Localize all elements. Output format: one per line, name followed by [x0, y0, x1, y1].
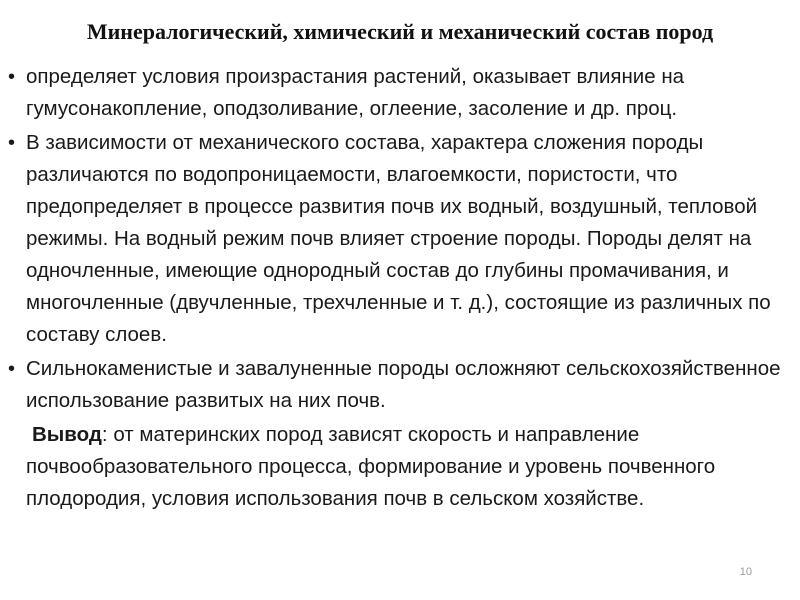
bullet-item: [8, 353, 793, 417]
bullet-text: определяет условия произрастания растений, оказывает влияние на гумусонакопление, оподзоливание, оглеение, засоление и др. проц.: [26, 65, 685, 120]
bullet-icon: •: [8, 358, 16, 380]
conclusion: [8, 419, 793, 515]
bullet-icon: •: [8, 66, 16, 88]
page-number: 10: [739, 566, 752, 578]
conclusion-text: : от материнских пород зависят скорость и направление почвообразовательного процесса, формирование и уровень почвенного плодородия, условия использования почв в сельском хозяйстве.: [26, 423, 716, 510]
conclusion-label: Вывод: [32, 423, 102, 446]
slide-content: [8, 61, 793, 515]
bullet-icon: •: [8, 132, 16, 154]
slide-title: Минералогический, химический и механический состав пород: [86, 19, 714, 44]
bullet-item: [8, 61, 793, 125]
bullet-text: В зависимости от механического состава, характера сложения породы различаются по водопроницаемости, влагоемкости, пористости, что предопределяет в процессе развития почв их водный, воздушный, тепловой режимы. На водный режим почв влияет строение породы. Породы делят на одночленные, имеющие однородный состав до глубины промачивания, и многочленные (двучленные, трехчленные и т. д.), состоящие из различных по составу слоев.: [26, 131, 771, 346]
bullet-text: Сильнокаменистые и завалуненные породы осложняют сельскохозяйственное использование развитых на них почв.: [26, 357, 781, 412]
bullet-item: [8, 127, 793, 351]
